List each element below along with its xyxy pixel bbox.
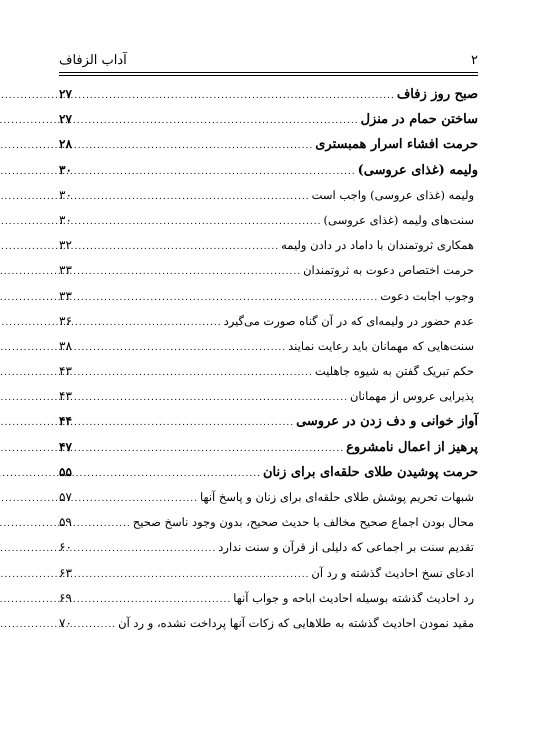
toc-entry-title: عدم حضور در ولیمه‌ای که در آن گناه صورت می‌گیرد bbox=[223, 313, 474, 328]
toc-subentry bbox=[59, 233, 478, 258]
toc-entry-title: صبح روز زفاف bbox=[396, 87, 478, 102]
toc-subentry bbox=[59, 510, 478, 535]
toc-subentry bbox=[59, 284, 478, 309]
dot-leader bbox=[74, 336, 286, 361]
toc-entry-page: ۶۳ bbox=[59, 565, 72, 580]
toc-heading-entry bbox=[59, 158, 478, 183]
toc-subentry bbox=[59, 535, 478, 560]
header-rule-bottom bbox=[59, 75, 478, 76]
toc-entry-title: پذیرایی عروس از مهمانان bbox=[349, 389, 474, 404]
toc-entry-title: محال بودن اجماع صحیح مخالف با حدیث صحیح، بدون وجود ناسخ صحیح bbox=[132, 515, 474, 530]
toc-heading-entry bbox=[59, 132, 478, 157]
dot-leader bbox=[74, 537, 216, 562]
dot-leader bbox=[74, 411, 294, 436]
toc-subentry bbox=[59, 208, 478, 233]
dot-leader bbox=[74, 286, 378, 311]
running-header bbox=[59, 46, 478, 68]
toc-entry-page: ۷۰ bbox=[59, 615, 72, 630]
toc-entry-title: ولیمه (غذای عروسی) bbox=[357, 162, 478, 178]
toc-entry-title: آواز خوانی و دف زدن در عروسی bbox=[296, 414, 478, 430]
toc-heading-entry bbox=[59, 107, 478, 132]
dot-leader bbox=[74, 462, 261, 487]
dot-leader bbox=[74, 210, 322, 235]
header-rule-top bbox=[59, 72, 478, 73]
toc-subentry bbox=[59, 183, 478, 208]
dot-leader bbox=[74, 185, 310, 210]
dot-leader bbox=[74, 134, 313, 159]
toc-entry-page: ۲۷ bbox=[59, 87, 72, 101]
toc-entry-page: ۴۴ bbox=[59, 414, 72, 429]
toc-subentry bbox=[59, 334, 478, 359]
toc-entry-page: ۳۰ bbox=[59, 187, 72, 202]
table-of-contents bbox=[59, 82, 478, 636]
toc-entry-page: ۳۳ bbox=[59, 288, 72, 303]
dot-leader bbox=[74, 613, 116, 638]
toc-entry-title: پرهیز از اعمال نامشروع bbox=[346, 439, 478, 455]
dot-leader bbox=[74, 588, 231, 613]
toc-entry-title: حرمت اختصاص دعوت به ثروتمندان bbox=[303, 263, 474, 278]
toc-entry-page: ۳۰ bbox=[59, 162, 72, 177]
toc-subentry bbox=[59, 611, 478, 636]
toc-entry-page: ۴۳ bbox=[59, 364, 72, 379]
toc-entry-page: ۵۵ bbox=[59, 464, 72, 479]
toc-entry-page: ۳۰ bbox=[59, 212, 72, 227]
toc-entry-page: ۳۳ bbox=[59, 263, 72, 278]
toc-subentry bbox=[59, 258, 478, 283]
dot-leader bbox=[74, 84, 395, 109]
toc-entry-page: ۵۷ bbox=[59, 490, 72, 504]
dot-leader bbox=[74, 386, 348, 411]
dot-leader bbox=[74, 160, 356, 185]
header-page-number: ۲ bbox=[471, 53, 478, 68]
toc-entry-title: وجوب اجابت دعوت bbox=[380, 288, 474, 303]
dot-leader bbox=[74, 437, 344, 462]
toc-subentry bbox=[59, 359, 478, 384]
dot-leader bbox=[74, 361, 313, 386]
toc-entry-page: ۴۳ bbox=[59, 389, 72, 404]
toc-entry-title: شبهات تحریم پوشش طلای حلقه‌ای برای زنان و پاسخ آنها bbox=[200, 490, 474, 504]
toc-entry-title: ولیمه (غذای عروسی) واجب است bbox=[311, 187, 474, 202]
toc-entry-page: ۲۷ bbox=[59, 112, 72, 127]
toc-heading-entry bbox=[59, 435, 478, 460]
toc-entry-title: ساختن حمام در منزل bbox=[360, 112, 478, 128]
dot-leader bbox=[74, 260, 301, 285]
toc-entry-page: ۳۲ bbox=[59, 238, 72, 253]
toc-heading-entry bbox=[59, 82, 478, 107]
dot-leader bbox=[74, 563, 310, 588]
dot-leader bbox=[74, 109, 359, 134]
toc-entry-title: سنت‌های ولیمه (غذای عروسی) bbox=[323, 212, 474, 227]
toc-entry-page: ۲۸ bbox=[59, 137, 72, 152]
toc-entry-title: رد احادیث گذشته بوسیله احادیث اباحه و جواب آنها bbox=[233, 590, 474, 605]
toc-entry-title: ادعای نسخ احادیث گذشته و رد آن bbox=[311, 565, 474, 580]
toc-entry-title: حکم تبریک گفتن به شیوه جاهلیت bbox=[314, 364, 474, 379]
toc-subentry bbox=[59, 485, 478, 510]
toc-entry-title: تقدیم سنت بر اجماعی که دلیلی از قرآن و سنت ندارد bbox=[218, 540, 474, 555]
toc-entry-title: حرمت افشاء اسرار همبستری bbox=[315, 137, 478, 153]
toc-subentry bbox=[59, 384, 478, 409]
toc-entry-title: حرمت پوشیدن طلای حلقه‌ای برای زنان bbox=[262, 464, 478, 480]
toc-subentry bbox=[59, 561, 478, 586]
toc-entry-page: ۵۹ bbox=[59, 515, 72, 530]
dot-leader bbox=[74, 311, 222, 336]
toc-entry-page: ۶۹ bbox=[59, 590, 72, 605]
toc-heading-entry bbox=[59, 409, 478, 434]
toc-entry-page: ۳۸ bbox=[59, 338, 72, 353]
toc-entry-title: مقید نمودن احادیث گذشته به طلاهایی که زکات آنها پرداخت نشده، و رد آن bbox=[118, 615, 474, 630]
toc-entry-page: ۴۷ bbox=[59, 439, 72, 454]
toc-subentry bbox=[59, 586, 478, 611]
header-book-title: آداب الزفاف bbox=[59, 53, 127, 68]
dot-leader bbox=[74, 487, 198, 512]
toc-entry-page: ۶۰ bbox=[59, 540, 72, 555]
toc-entry-page: ۳۶ bbox=[59, 313, 72, 328]
toc-entry-title: همکاری ثروتمندان با داماد در دادن ولیمه bbox=[281, 238, 474, 253]
toc-entry-title: سنت‌هایی که مهمانان باید رعایت نمایند bbox=[288, 338, 474, 353]
dot-leader bbox=[74, 235, 279, 260]
toc-subentry bbox=[59, 309, 478, 334]
toc-heading-entry bbox=[59, 460, 478, 485]
dot-leader bbox=[74, 512, 131, 537]
